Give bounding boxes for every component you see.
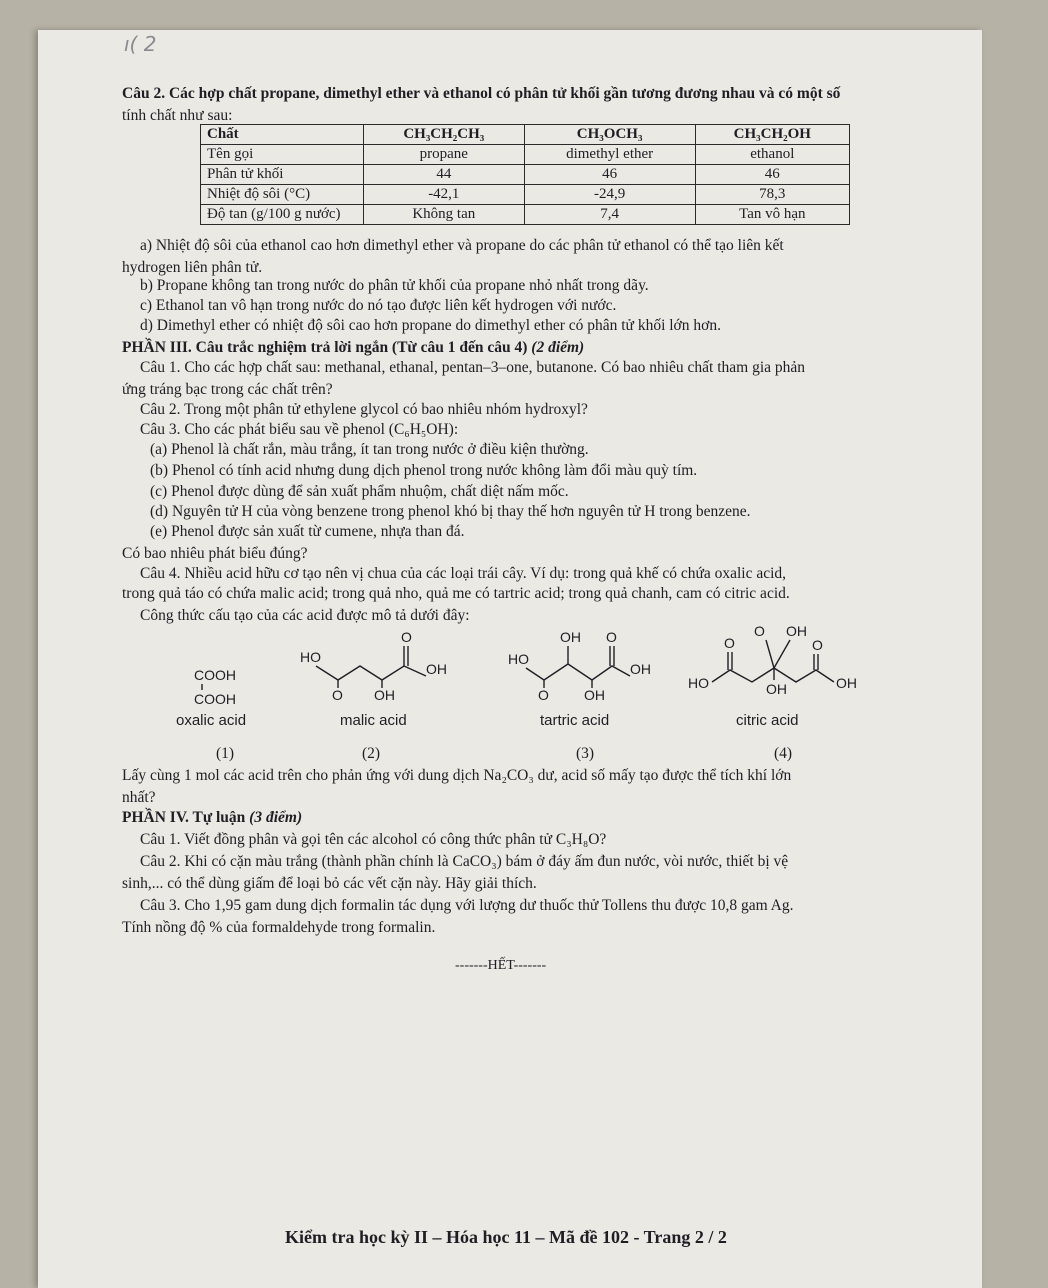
part4-q3-line1: Câu 3. Cho 1,95 gam dung dịch formalin tác dụng với lượng dư thuốc thử Tollens thu được 10,8 gam Ag.	[140, 897, 794, 914]
table-cell: 78,3	[695, 185, 849, 205]
table-cell: Không tan	[364, 205, 525, 225]
end-marker: -------HẾT-------	[455, 958, 547, 973]
citric-o-left: O	[724, 635, 735, 651]
q2-intro-line2: tính chất như sau:	[122, 107, 233, 124]
table-row	[201, 165, 850, 185]
tartric-oh-top: OH	[560, 629, 581, 645]
malic-acid-structure	[298, 628, 458, 708]
part3-q3-c: (c) Phenol được dùng để sản xuất phẩm nhuộm, chất diệt nấm mốc.	[150, 483, 569, 500]
citric-oh-middle: OH	[786, 623, 807, 639]
table-cell: ethanol	[695, 145, 849, 165]
table-cell: 46	[695, 165, 849, 185]
part3-q3-b: (b) Phenol có tính acid nhưng dung dịch phenol trong nước không làm đổi màu quỳ tím.	[150, 462, 698, 479]
oxalic-acid-structure	[190, 660, 270, 710]
acid-number-2: (2)	[362, 745, 381, 762]
acid-name-oxalic: oxalic acid	[176, 712, 247, 729]
part3-q4-line4: Lấy cùng 1 mol các acid trên cho phản ứng với dung dịch Na₂CO₃ dư, acid số mấy tạo được thể tích khí lớn	[122, 767, 792, 784]
malic-oh-bottom: OH	[374, 687, 395, 703]
part3-q4-line1: Câu 4. Nhiều acid hữu cơ tạo nên vị chua của các loại trái cây. Ví dụ: trong quả khế có chứa oxalic acid,	[140, 565, 787, 582]
table-cell: Độ tan (g/100 g nước)	[201, 205, 364, 225]
part4-title: PHẦN IV. Tự luận (3 điểm)	[122, 809, 303, 826]
malic-o-top: O	[401, 629, 412, 645]
page-footer: Kiểm tra học kỳ II – Hóa học 11 – Mã đề 102 - Trang 2 / 2	[285, 1227, 727, 1247]
part3-q3-d: (d) Nguyên tử H của vòng benzene trong phenol khó bị thay thế hơn nguyên tử H trong benzene.	[150, 503, 751, 520]
part4-q3-line2: Tính nồng độ % của formaldehyde trong formalin.	[122, 919, 436, 936]
q2-statement-c: c) Ethanol tan vô hạn trong nước do nó tạo được liên kết hydrogen với nước.	[140, 297, 617, 314]
table-cell: Nhiệt độ sôi (°C)	[201, 185, 364, 205]
table-header-row	[201, 125, 850, 145]
tartric-acid-structure	[506, 626, 666, 708]
part3-title: PHẦN III. Câu trắc nghiệm trả lời ngắn (Từ câu 1 đến câu 4) (2 điểm)	[122, 339, 585, 356]
properties-table	[200, 124, 850, 225]
q2-statement-d: d) Dimethyl ether có nhiệt độ sôi cao hơn propane do dimethyl ether có phân tử khối lớn hơn.	[140, 317, 721, 334]
table-cell: Tên gọi	[201, 145, 364, 165]
acid-name-citric: citric acid	[736, 712, 799, 729]
q2-statement-a: a) Nhiệt độ sôi của ethanol cao hơn dimethyl ether và propane do các phân tử ethanol có thể tạo liên kết	[140, 237, 784, 254]
table-cell: Tan vô hạn	[695, 205, 849, 225]
q2-statement-b: b) Propane không tan trong nước do phân tử khối của propane nhỏ nhất trong dãy.	[140, 277, 649, 294]
acid-name-malic: malic acid	[340, 712, 407, 729]
oxalic-cooh-bottom: COOH	[194, 691, 236, 707]
table-header-cell: CH₃OCH₃	[524, 125, 695, 145]
table-cell: dimethyl ether	[524, 145, 695, 165]
table-cell: 44	[364, 165, 525, 185]
part3-q4-line5: nhất?	[122, 789, 156, 806]
tartric-oh-right: OH	[630, 661, 651, 677]
table-cell: 7,4	[524, 205, 695, 225]
malic-ho-label: HO	[300, 649, 321, 665]
acid-number-1: (1)	[216, 745, 235, 762]
table-header-cell: CH₃CH₂OH	[695, 125, 849, 145]
handwritten-scribble: ı( 2	[124, 32, 157, 56]
q2-intro-line1: Câu 2. Các hợp chất propane, dimethyl ether và ethanol có phân tử khối gần tương đương nhau và có một số	[122, 85, 841, 102]
tartric-ho-label: HO	[508, 651, 529, 667]
part3-q3-e: (e) Phenol được sản xuất từ cumene, nhựa than đá.	[150, 523, 465, 540]
part4-q1: Câu 1. Viết đồng phân và gọi tên các alcohol có công thức phân tử C₃H₈O?	[140, 831, 607, 848]
table-header-cell: CH₃CH₂CH₃	[364, 125, 525, 145]
malic-o-bottom: O	[332, 687, 343, 703]
part3-q4-line3: Công thức cấu tạo của các acid được mô tả dưới đây:	[140, 607, 470, 624]
citric-o-middle: O	[754, 623, 765, 639]
table-cell: Phân tử khối	[201, 165, 364, 185]
acid-number-3: (3)	[576, 745, 595, 762]
part3-q3-a: (a) Phenol là chất rắn, màu trắng, ít tan trong nước ở điều kiện thường.	[150, 441, 589, 458]
acid-number-4: (4)	[774, 745, 793, 762]
table-cell: 46	[524, 165, 695, 185]
part3-q4-line2: trong quả táo có chứa malic acid; trong quả nho, quả me có tartric acid; trong quả chanh, cam có citric acid.	[122, 585, 790, 602]
tartric-oh-bottom: OH	[584, 687, 605, 703]
tartric-o-bottom: O	[538, 687, 549, 703]
table-row	[201, 185, 850, 205]
part3-q1-line2: ứng tráng bạc trong các chất trên?	[122, 381, 333, 398]
malic-oh-right: OH	[426, 661, 447, 677]
table-header-cell: Chất	[201, 125, 364, 145]
q2-statement-a-cont: hydrogen liên phân tử.	[122, 259, 263, 276]
tartric-o-top: O	[606, 629, 617, 645]
part3-q2: Câu 2. Trong một phân tử ethylene glycol có bao nhiêu nhóm hydroxyl?	[140, 401, 588, 418]
table-row	[201, 205, 850, 225]
table-cell: -24,9	[524, 185, 695, 205]
part3-q3-question: Có bao nhiêu phát biểu đúng?	[122, 545, 308, 562]
part3-q3: Câu 3. Cho các phát biểu sau về phenol (C₆H₅OH):	[140, 421, 459, 438]
table-cell: propane	[364, 145, 525, 165]
citric-o-right: O	[812, 637, 823, 653]
acid-name-tartric: tartric acid	[540, 712, 610, 729]
table-cell: -42,1	[364, 185, 525, 205]
part4-q2-line2: sinh,... có thể dùng giấm để loại bỏ các vết cặn này. Hãy giải thích.	[122, 875, 537, 892]
citric-oh-right: OH	[836, 675, 857, 691]
part3-q1-line1: Câu 1. Cho các hợp chất sau: methanal, ethanal, pentan–3–one, butanone. Có bao nhiêu chất tham gia phản	[140, 359, 806, 376]
table-row	[201, 145, 850, 165]
part4-q2-line1: Câu 2. Khi có cặn màu trắng (thành phần chính là CaCO₃) bám ở đáy ấm đun nước, vòi nước, thiết bị vệ	[140, 853, 789, 870]
citric-ho-label: HO	[688, 675, 709, 691]
oxalic-cooh-top: COOH	[194, 667, 236, 683]
citric-oh-bottom: OH	[766, 681, 787, 697]
citric-acid-structure	[686, 618, 866, 704]
